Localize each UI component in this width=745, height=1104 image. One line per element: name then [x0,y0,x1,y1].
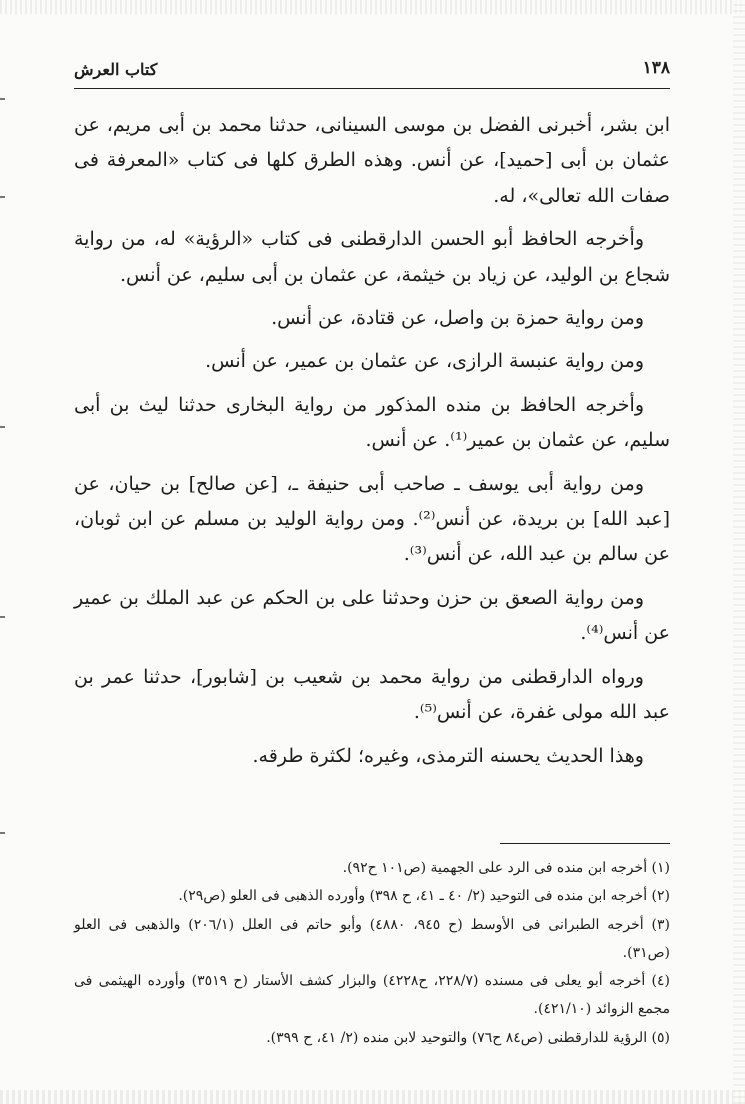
footnote: (٣) أخرجه الطبرانى فى الأوسط (ح ٩٤٥، ٤٨٨٠) وأبو حاتم فى العلل (٢٠٦/١) والذهبى فى العلو (ص٣١). [74,916,670,961]
paragraph: ومن رواية الصعق بن حزن وحدثنا على بن الحكم عن عبد الملك بن عمير عن أنس⁽⁴⁾. [74,586,670,645]
margin-mark [0,196,5,198]
book-page [74,58,670,1046]
footnote: (٥) الرؤية للدارقطنى (ص٨٤ ح٧٦) والتوحيد لابن منده (٢/ ٤١، ح ٣٩٩). [266,1029,670,1046]
footnote: (٤) أخرجه أبو يعلى فى مسنده (٢٢٨/٧، ح٤٢٢٨) والبزار كشف الأستار (ح ٣٥١٩) وأورده الهيثمى فى مجمع الزوائد (٤٢١/١٠). [74,973,670,1018]
footnotes [74,854,670,1052]
running-title: كتاب العرش [74,60,158,79]
margin-mark [0,426,5,428]
footnote: (٢) أخرجه ابن منده فى التوحيد (٢/ ٤٠ ـ ٤١، ح ٣٩٨) وأورده الذهبى فى العلو (ص٢٩). [178,888,670,905]
page-header [74,58,670,82]
page-number: ١٣٨ [642,58,670,78]
margin-mark [0,616,5,618]
header-rule [74,88,670,89]
paragraph: وهذا الحديث يحسنه الترمذى، وغيره؛ لكثرة طرقه. [252,744,644,767]
paragraph: ومن رواية حمزة بن واصل، عن قتادة، عن أنس. [271,307,644,330]
scan-edge-right [733,0,745,1104]
paragraph: ومن رواية عنبسة الرازى، عن عثمان بن عمير، عن أنس. [205,350,644,373]
scan-edge-top [0,0,745,14]
scan-edge-bottom [0,1090,745,1104]
main-text [74,108,670,782]
margin-mark [0,98,5,100]
paragraph: وأخرجه الحافظ بن منده المذكور من رواية البخارى حدثنا ليث بن أبى سليم، عن عثمان بن عمير⁽¹⁾. عن أنس. [74,393,670,452]
paragraph: ابن بشر، أخبرنى الفضل بن موسى السينانى، حدثنا محمد بن أبى مريم، عن عثمان بن أبى [حميد]، عن أنس. وهذه الطرق كلها فى كتاب «المعرفة فى صفات الله تعالى»، له. [74,114,670,207]
paragraph: ورواه الدارقطنى من رواية محمد بن شعيب بن [شابور]، حدثنا عمر بن عبد الله مولى غفرة، عن أنس⁽⁵⁾. [74,665,670,724]
footnote: (١) أخرجه ابن منده فى الرد على الجهمية (ص١٠١ ح٩٢). [342,860,670,876]
paragraph: وأخرجه الحافظ أبو الحسن الدارقطنى فى كتاب «الرؤية» له، من رواية شجاع بن الوليد، عن زياد بن خيثمة، عن عثمان بن أبى سليم، عن أنس. [74,228,670,286]
margin-mark [0,832,5,834]
paragraph: ومن رواية أبى يوسف ـ صاحب أبى حنيفة ـ، [عن صالح] بن حيان، عن [عبد الله] بن بريدة، عن أنس⁽²⁾. ومن رواية الوليد بن مسلم عن ابن ثوبان، عن سالم بن عبد الله، عن أنس⁽³⁾. [74,472,670,566]
footnote-rule [500,843,670,844]
